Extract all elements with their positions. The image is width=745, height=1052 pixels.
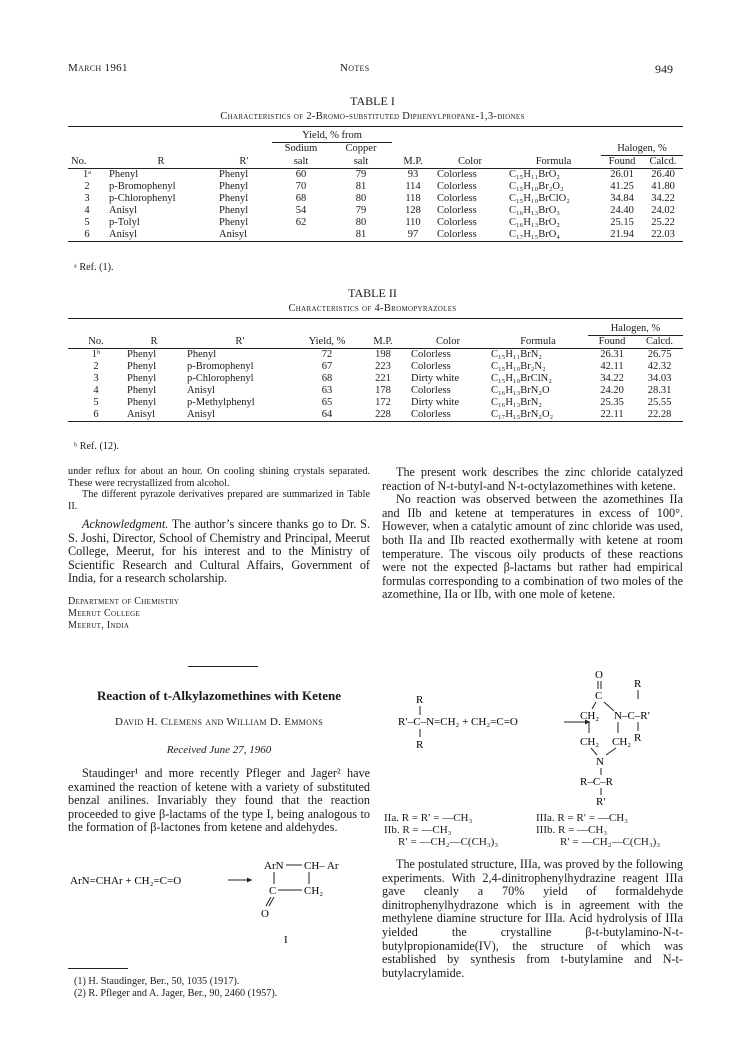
table-cell: 67 — [321, 361, 333, 372]
table-cell: Colorless — [437, 180, 477, 192]
compound-def-IIIa: IIIa. R = R′ = —CH₃ — [536, 812, 628, 824]
table-cell: 68 — [321, 373, 333, 384]
scheme-ketene-azomethine — [382, 667, 684, 809]
table-cell: 79 — [355, 204, 367, 216]
table-cell — [272, 229, 330, 242]
table-cell: 178 — [375, 385, 391, 396]
compound-def-IIb-rprime: R′ = —CH₂—C(CH₃)₃ — [398, 836, 499, 848]
table-cell: Colorless — [437, 228, 477, 240]
table-cell: C₁₇H₁₅BrO₄ — [509, 228, 560, 240]
table-cell: p-Methylphenyl — [187, 397, 255, 408]
table1-halogen-header: Halogen, % — [601, 143, 683, 156]
table-cell: 28.31 — [647, 385, 672, 396]
table-cell: C₁₇H₁₅BrN₂O₂ — [491, 409, 554, 420]
table-cell: 24.02 — [651, 204, 675, 216]
scheme-o: O — [595, 669, 603, 681]
acknowledgment-paragraph — [68, 518, 370, 586]
table-cell: 1ᵇ — [91, 349, 101, 360]
table-cell: 25.35 — [600, 397, 624, 408]
table-cell: Phenyl — [127, 397, 157, 408]
table-cell: 228 — [375, 409, 391, 420]
scheme1-label: I — [284, 934, 288, 946]
table1-col-header: Found — [608, 155, 636, 167]
table-cell: p-Tolyl — [109, 216, 140, 228]
scheme-bottom-carbon: R–C–R — [580, 776, 614, 788]
table-cell: 110 — [405, 216, 421, 228]
table-cell: 34.03 — [647, 373, 672, 384]
compound-def-IIIb: IIIb. R = —CH₃ — [536, 824, 608, 836]
table-cell: C₁₆H₁₃BrN₂ — [491, 397, 542, 408]
table1-col-header: No. — [71, 155, 87, 167]
table-cell: Dirty white — [411, 397, 460, 408]
table-cell: Colorless — [411, 361, 451, 372]
scheme-r-top: R — [416, 694, 424, 706]
table-cell: 26.75 — [647, 349, 672, 360]
running-header-section: Notes — [340, 62, 370, 74]
table-cell: p-Bromophenyl — [187, 361, 254, 372]
table2-col-header: Found — [598, 336, 626, 347]
table-cell: 81 — [355, 180, 367, 192]
table-cell: Phenyl — [219, 180, 249, 192]
table1-col-header: R′ — [239, 155, 249, 167]
table-cell: 3 — [93, 373, 99, 384]
compound-def-IIa: IIa. R = R′ = —CH₃ — [384, 812, 473, 824]
table-cell: 68 — [295, 192, 307, 204]
section-divider — [188, 666, 258, 667]
table-row — [68, 193, 683, 205]
table-cell: C₁₅H₁₁BrN₂ — [491, 349, 542, 360]
paragraph: No reaction was observed between the azomethines IIa and IIb and ketene at temperatures in excess of 100°. However, when a catalytic amount of zinc chloride was used, both IIa and IIb reacted exothermally with ketene at room temperature. The viscous oily products of these reactions were not the expected β-lactams but rather had empirical formulas corresponding to a combination of two moles of the azomethine, IIa or IIb, with one mole of ketene. — [382, 492, 683, 602]
table-row — [68, 168, 683, 181]
scheme-reactants: R′–C–N=CH₂ + CH₂=C=O — [398, 716, 518, 728]
table-cell: 81 — [355, 228, 367, 240]
table-cell: 118 — [405, 192, 421, 204]
table-cell: 1ᵃ — [82, 168, 92, 180]
table-cell: Anisyl — [127, 409, 156, 420]
table-row — [68, 229, 683, 242]
scheme-c: C — [595, 690, 603, 702]
table2 — [68, 323, 683, 422]
table-cell: C₁₆H₁₃BrO₂ — [509, 216, 560, 228]
table-cell: 34.22 — [651, 192, 675, 204]
right-column — [382, 466, 683, 602]
reference-1: (1) H. Staudinger, Ber., 50, 1035 (1917). — [74, 976, 240, 987]
acknowledgment-text: The author’s sincere thanks go to Dr. S. S. Joshi, Director, School of Chemistry and Principal, Meerut College, Meerut, for his interest and to the Ministry of Scientific Research and Cultural Affairs, Government of India, for a research scholarship. — [68, 517, 370, 586]
table1-col-header: salt — [353, 155, 369, 167]
table-cell: Phenyl — [187, 349, 217, 360]
right-column-lower — [382, 858, 683, 980]
scheme-n-bottom: N — [596, 756, 604, 768]
table-cell: 25.22 — [651, 216, 675, 228]
table-cell: 24.20 — [600, 385, 624, 396]
scheme1-c: C — [269, 885, 277, 897]
table1-col-header: Calcd. — [649, 155, 677, 167]
scheme1-n: ArN — [264, 860, 284, 872]
table-cell: 22.11 — [600, 409, 624, 420]
scheme-ch2-a: CH₂ — [580, 710, 600, 722]
table-cell: Anisyl — [187, 409, 216, 420]
address-line: Meerut College — [68, 607, 141, 619]
table-cell: 54 — [295, 204, 307, 216]
bond-line — [592, 702, 596, 709]
scheme-r-prime: R′ — [596, 796, 606, 808]
paragraph: The postulated structure, IIIa, was proved by the following experiments. With 2,4-dinitrophenylhydrazine reagent IIIa gave cleanly a 70% yield of formaldehyde dinitrophenylhydrazone which is in agreement with the methylene diamine structure for IIIa. Acid hydrolysis of IIIa yielded the crystalline β-t-butylamino-N-t-butylpropionamide(IV), the structure of which was established by synthesis from t-butylamine and N-t-butylacrylamide. — [382, 857, 684, 980]
compound-def-IIIb-rprime: R′ = —CH₂—C(CH₃)₃ — [560, 836, 661, 848]
table-row — [68, 385, 683, 397]
table2-col-header: Calcd. — [645, 336, 674, 347]
table-cell: Colorless — [411, 349, 451, 360]
table-cell: 70 — [295, 180, 307, 192]
table-cell: Colorless — [411, 409, 451, 420]
scheme1-ch: CH– Ar — [304, 860, 339, 872]
table1-top-rule — [68, 126, 683, 127]
address-line: Department of Chemistry — [68, 595, 180, 607]
table-cell: 114 — [405, 180, 421, 192]
table-cell: 42.11 — [600, 361, 624, 372]
table-cell: 6 — [84, 228, 90, 240]
table-cell: 26.40 — [651, 168, 675, 180]
scheme-n-ring: N–C–R′ — [614, 710, 651, 722]
table-cell: Phenyl — [127, 361, 157, 372]
table1-title: TABLE I — [350, 94, 395, 108]
scheme-beta-lactam — [68, 848, 370, 960]
table-cell: Phenyl — [219, 216, 249, 228]
table2-halogen-header: Halogen, % — [588, 323, 683, 336]
table-cell: C₁₅H₁₀Br₂O₂ — [509, 180, 564, 192]
table-cell: 128 — [405, 204, 421, 216]
table-cell: Anisyl — [187, 385, 216, 396]
table-cell: Colorless — [437, 168, 477, 180]
scheme-r-bottom: R — [416, 739, 424, 751]
table-cell: Anisyl — [109, 204, 138, 216]
table-cell: Phenyl — [127, 373, 157, 384]
article-title: Reaction of t-Alkylazomethines with Ketene — [96, 688, 342, 703]
bond-line — [606, 748, 616, 755]
table2-col-header: No. — [88, 336, 104, 347]
table2-col-header: R′ — [235, 336, 245, 347]
table1-yield-header: Yield, % from — [272, 130, 392, 143]
table-cell: 5 — [93, 397, 99, 408]
table-cell: 2 — [84, 180, 90, 192]
table-row — [68, 373, 683, 385]
table-row — [68, 217, 683, 229]
table2-title: TABLE II — [348, 286, 397, 300]
table1-copper-header: Copper — [345, 143, 377, 154]
table-cell: Phenyl — [109, 168, 139, 180]
table1-col-header: Color — [458, 155, 482, 167]
table-cell: 26.31 — [600, 349, 624, 360]
acknowledgment-label: Acknowledgment. — [82, 517, 169, 531]
table1-footnote: ᵃ Ref. (1). — [74, 262, 114, 273]
table-cell: Phenyl — [219, 204, 249, 216]
table-cell: 24.40 — [610, 204, 634, 216]
table-cell: 223 — [375, 361, 391, 372]
table-row — [68, 349, 683, 362]
table-cell: 21.94 — [610, 228, 634, 240]
arrow-head — [247, 878, 252, 883]
table-cell: Phenyl — [219, 192, 249, 204]
table-cell: 25.15 — [610, 216, 634, 228]
running-header-date: March 1961 — [68, 62, 128, 74]
table-cell: 41.25 — [610, 180, 634, 192]
scheme1-o: O — [261, 908, 269, 920]
table-row — [68, 181, 683, 193]
reference-2: (2) R. Pfleger and A. Jager, Ber., 90, 2460 (1957). — [74, 988, 278, 999]
table-cell: 97 — [407, 228, 419, 240]
table2-col-header: Yield, % — [308, 336, 346, 347]
table2-col-header: Formula — [520, 336, 556, 347]
table-cell: p-Chlorophenyl — [187, 373, 254, 384]
table-cell: 65 — [321, 397, 333, 408]
table-cell: Anisyl — [219, 228, 248, 240]
table-cell: C₁₅H₁₀BrClO₂ — [509, 192, 570, 204]
article-authors: David H. Clemens and William D. Emmons — [115, 716, 323, 728]
table-cell: 79 — [355, 168, 367, 180]
table-cell: 63 — [321, 385, 333, 396]
scheme1-reactants: ArN=CHAr + CH₂=C=O — [70, 875, 182, 887]
table-cell: 3 — [84, 192, 90, 204]
table-cell: p-Bromophenyl — [109, 180, 176, 192]
table-cell: 41.80 — [651, 180, 675, 192]
table-cell: 93 — [407, 168, 419, 180]
table-cell: Colorless — [437, 216, 477, 228]
table-cell: Dirty white — [411, 373, 460, 384]
scheme-ch2-c: CH₂ — [612, 736, 632, 748]
table2-top-rule — [68, 318, 683, 319]
scheme1-ch2: CH₂ — [304, 885, 324, 897]
table1-col-header: R — [157, 155, 165, 167]
table-cell: 80 — [355, 216, 367, 228]
table1-subtitle: Characteristics of 2-Bromo-substituted Diphenylpropane-1,3-diones — [220, 111, 525, 122]
footnote-rule — [68, 968, 128, 969]
table-cell: Anisyl — [109, 228, 138, 240]
table-cell: Colorless — [437, 192, 477, 204]
scheme-r-ring2: R — [634, 732, 642, 744]
table1-col-header: M.P. — [403, 155, 423, 167]
table-cell: 80 — [355, 192, 367, 204]
table2-subtitle: Characteristics of 4-Bromopyrazoles — [288, 303, 457, 314]
scheme-r-ring: R — [634, 678, 642, 690]
table-cell: 172 — [375, 397, 391, 408]
table-cell: C₁₆H₁₃BrN₂O — [491, 385, 550, 396]
table-cell: C₁₆H₁₃BrO₃ — [509, 204, 560, 216]
table-row — [68, 409, 683, 422]
table-row — [68, 397, 683, 409]
received-date: Received June 27, 1960 — [166, 744, 272, 756]
table1-sodium-header: Sodium — [284, 143, 318, 154]
table-cell: 25.55 — [647, 397, 672, 408]
table-cell: 22.03 — [651, 228, 675, 240]
table2-col-header: Color — [436, 336, 460, 347]
compound-def-IIb: IIb. R = —CH₃ — [384, 824, 452, 836]
table1 — [68, 130, 683, 242]
intro-paragraph: Staudinger¹ and more recently Pfleger and Jager² have examined the reaction of ketene with a variety of substituted benzal anilines. Invariably they found that the reaction proceeded to give β-lactams of the type I, being analogous to the formation of β-lactones from ketene and aldehydes. — [68, 766, 370, 835]
left-column — [68, 466, 370, 632]
table-cell: 4 — [93, 385, 99, 396]
table-cell: 60 — [295, 168, 307, 180]
table-cell: 42.32 — [647, 361, 672, 372]
table-cell: 198 — [375, 349, 391, 360]
page-number: 949 — [655, 62, 673, 76]
table2-footnote: ᵇ Ref. (12). — [74, 441, 120, 452]
table-cell: 64 — [321, 409, 333, 420]
bond-line — [591, 748, 597, 755]
paragraph: under reflux for about an hour. On cooling shining crystals separated. These were recrystallized from alcohol. — [68, 466, 370, 489]
table-cell: C₁₅H₁₀Br₂N₂ — [491, 361, 546, 372]
table-cell: 6 — [93, 409, 99, 420]
scheme-ch2-b: CH₂ — [580, 736, 600, 748]
table-cell: 4 — [84, 204, 90, 216]
address-line: Meerut, India — [68, 619, 130, 631]
table-cell: Phenyl — [127, 349, 157, 360]
table-cell: C₁₅H₁₀BrClN₂ — [491, 373, 552, 384]
table-cell: Phenyl — [219, 168, 249, 180]
intro-paragraph-wrap — [68, 767, 370, 835]
paragraph: The present work describes the zinc chloride catalyzed reaction of N-t-butyl-and N-t-octylazomethines with ketene. — [382, 465, 683, 493]
table-cell: Colorless — [437, 204, 477, 216]
table-row — [68, 361, 683, 373]
table-row — [68, 205, 683, 217]
table-cell: 62 — [295, 216, 307, 228]
table1-col-header: salt — [293, 155, 309, 167]
table-cell: 5 — [84, 216, 90, 228]
table-cell: 34.84 — [610, 192, 634, 204]
table-cell: 22.28 — [647, 409, 672, 420]
bond-line — [604, 702, 614, 711]
table-cell: 26.01 — [610, 168, 634, 180]
table-cell: 72 — [321, 349, 333, 360]
paragraph: The different pyrazole derivatives prepared are summarized in Table II. — [68, 489, 370, 512]
table-cell: 221 — [375, 373, 391, 384]
table2-col-header: M.P. — [373, 336, 393, 347]
table-cell: Phenyl — [127, 385, 157, 396]
table-cell: C₁₅H₁₁BrO₂ — [509, 168, 560, 180]
table2-col-header: R — [150, 336, 158, 347]
table-cell: Colorless — [411, 385, 451, 396]
table-cell: 34.22 — [600, 373, 624, 384]
table-cell: p-Chlorophenyl — [109, 192, 176, 204]
table-cell: 2 — [93, 361, 99, 372]
table1-col-header: Formula — [535, 155, 572, 167]
